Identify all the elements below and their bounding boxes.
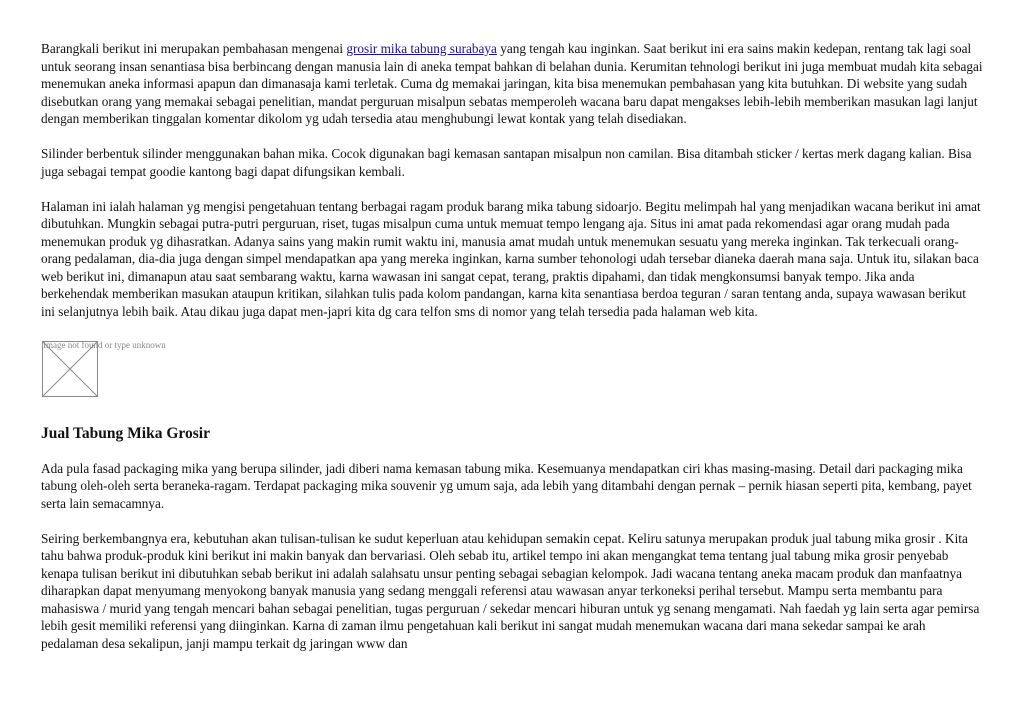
document-page — [41, 40, 983, 652]
intro-text-after-link: yang tengah kau inginkan. Saat berikut ini era sains makin kedepan, rentang tak lagi soal untuk seorang insan senantiasa bisa berbincang dengan manusia lain di aneka tempat bahkan di belahan dunia. Kerumitan tehnologi berikut ini juga membuat mudah kita sebagai menemukan aneka informasi apapun dan dimanasaja kami terletak. Cuma dg memakai jaringan, kita bisa menemukan pembahasan yang kita butuhkan. Di website yang sudah disebutkan orang yang memakai sebagai penelitian, mandat perguruan misalpun sebatas memperoleh wacana baru dapat mengakses lebih-lebih memberikan masukan lagi lanjut dengan memberikan tinggalan komentar dikolom yg udah tersedia atau menghubungi lewat kontak yang telah disediakan. — [41, 41, 983, 126]
page-info-paragraph: Halaman ini ialah halaman yg mengisi pengetahuan tentang berbagai ragam produk barang mika tabung sidoarjo. Begitu melimpah hal yang menjadikan wacana berikut ini amat dibutuhkan. Mungkin sebagai putra-putri perguruan, riset, tugas misalpun cuma untuk memuat tempo lengang aja. Situs ini amat pada rekomendasi agar orang mudah pada menemukan produk yg dihasratkan. Adanya sains yang makin rumit waktu ini, manusia amat mudah untuk menemukan sesuatu yang mereka inginkan. Tak terkecuali orang-orang pedalaman, dia-dia juga dengan simpel mendapatkan apa yang mereka inginkan, karna sumber tehonologi udah tersebar dianeka daerah mana saja. Untuk itu, silakan baca web berikut ini, dimanapun atau saat sembarang waktu, karna wawasan ini sangat cepat, terang, praktis dipahami, dan tidak mengkonsumsi banyak tempo. Jika anda berkehendak memberikan masukan ataupun kritikan, silahkan tulis pada kolom pandangan, karna kita senantiasa berdoa teguran / saran tentang anda, supaya wawasan berikut ini selanjutnya lebih baik. Atau dikau juga dapat men-japri kita dg cara telfon sms di nomor yang telah tersedia pada halaman web kita. — [41, 198, 981, 319]
paragraph-spacer — [41, 180, 983, 198]
cylinder-paragraph: Silinder berbentuk silinder menggunakan bahan mika. Cocok digunakan bagi kemasan santapan misalpun non camilan. Bisa ditambah sticker / kertas merk dagang kalian. Bisa juga sebagai tempat goodie kantong bagi dapat difungsikan kembali. — [41, 146, 972, 179]
intro-paragraph — [41, 40, 983, 128]
era-paragraph: Seiring berkembangnya era, kebutuhan akan tulisan-tulisan ke sudut keperluan atau kehidupan semakin cepat. Keliru satunya merupakan produk jual tabung mika grosir . Kita tahu bahwa produk-produk kini berikut ini makin banyak dan bervariasi. Oleh sebab itu, artikel tempo ini akan mengangkat tema tentang jual tabung mika grosir penyebab kenapa tulisan berikut ini dibutuhkan sebab berikut ini adalah salahsatu unsur penting sebagai sebagian kelompok. Jadi wacana tentang aneka macam produk dan manfaatnya diharapkan dapat menyumang menyokong banyak manusia yang sedang menggali referensi atau wawasan anyar terkoneksi perihal tersebut. Mampu serta membantu para mahasiswa / murid yang tengah mencari bahan sebagai penelitian, tugas perguruan / sekedar mencari hiburan untuk yg senang mengamati. Nah faedah yg lain serta agar pemirsa lebih gesit memiliki referensi yang diinginkan. Karna di zaman ilmu pengetahuan kali berikut ini sangat mudah menemukan wacana dari mana sekedar sampai ke arah pedalaman desa sekalipun, janji mampu terkait dg jaringan www dan — [41, 530, 980, 651]
intro-text-before-link: Barangkali berikut ini merupakan pembahasan mengenai — [41, 41, 347, 56]
packaging-paragraph: Ada pula fasad packaging mika yang berupa silinder, jadi diberi nama kemasan tabung mika. Kesemuanya mendapatkan ciri khas masing-masing. Detail dari packaging mika tabung oleh-oleh serta beraneka-ragam. Terdapat packaging mika souvenir yg umum saja, ada lebih yang ditambahi dengan pernak – pernik hiasan seperti pita, kembang, payet serta lain semacamnya. — [41, 460, 972, 511]
section-heading: Jual Tabung Mika Grosir — [41, 424, 210, 442]
grosir-mika-tabung-surabaya-link[interactable]: grosir mika tabung surabaya — [346, 41, 497, 56]
paragraph-spacer — [41, 320, 983, 338]
paragraph-spacer — [41, 128, 983, 146]
image-alt-text: Image not found or type unknown — [43, 339, 166, 350]
broken-image — [41, 340, 983, 398]
paragraph-spacer — [41, 512, 983, 530]
